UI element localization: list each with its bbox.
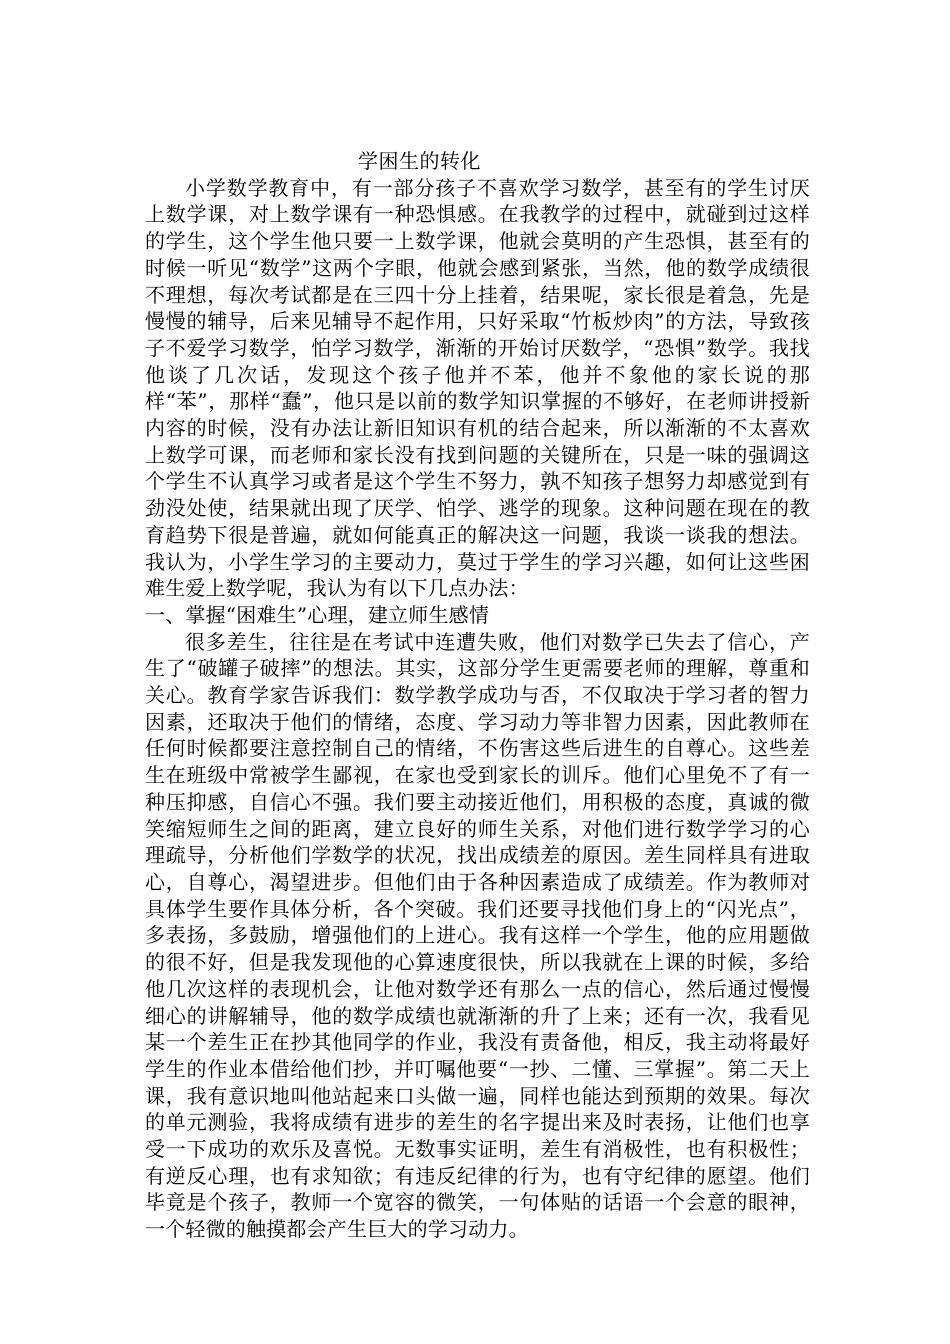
document-title: 学困生的转化 <box>358 149 481 173</box>
document-body <box>145 148 810 1243</box>
intro-paragraph: 小学数学教育中，有一部分孩子不喜欢学习数学，甚至有的学生讨厌上数学课，对上数学课有一种恐惧感。在我教学的过程中，就碰到过这样的学生，这个学生他只要一上数学课，他就会莫明的产生恐惧，甚至有的时候一听见“数学”这两个字眼，他就会感到紧张，当然，他的数学成绩很不理想，每次考试都是在三四十分上挂着，结果呢，家长很是着急，先是慢慢的辅导，后来见辅导不起作用，只好采取“竹板炒肉”的方法，导致孩子不爱学习数学，怕学习数学，渐渐的开始讨厌数学，“恐惧”数学。我找他谈了几次话，发现这个孩子他并不苯，他并不象他的家长说的那样“苯”，那样“蠢”，他只是以前的数学知识掌握的不够好，在老师讲授新内容的时候，没有办法让新旧知识有机的结合起来，所以渐渐的不太喜欢上数学可课，而老师和家长没有找到问题的关键所在，只是一味的强调这个学生不认真学习或者是这个学生不努力，孰不知孩子想努力却感觉到有劲没处使，结果就出现了厌学、怕学、逃学的现象。这种问题在现在的教育趋势下很是普遍，就如何能真正的解决这一问题，我谈一谈我的想法。我认为，小学生学习的主要动力，莫过于学生的学习兴趣，如何让这些困难生爱上数学呢，我认为有以下几点办法： <box>145 175 810 601</box>
section-paragraph: 很多差生，往往是在考试中连遭失败，他们对数学已失去了信心，产生了“破罐子破摔”的想法。其实，这部分学生更需要老师的理解，尊重和关心。教育学家告诉我们：数学教学成功与否，不仅取决于学习者的智力因素，还取决于他们的情绪，态度、学习动力等非智力因素，因此教师在任何时候都要注意控制自己的情绪，不伤害这些后进生的自尊心。这些差生在班级中常被学生鄙视，在家也受到家长的训斥。他们心里免不了有一种压抑感，自信心不强。我们要主动接近他们，用积极的态度，真诚的微笑缩短师生之间的距离，建立良好的师生关系，对他们进行数学学习的心理疏导，分析他们学数学的状况，找出成绩差的原因。差生同样具有进取心，自尊心，渴望进步。但他们由于各种因素造成了成绩差。作为教师对具体学生要作具体分析，各个突破。我们还要寻找他们身上的“闪光点”，多表扬，多鼓励，增强他们的上进心。我有这样一个学生，他的应用题做的很不好，但是我发现他的心算速度很快，所以我就在上课的时候，多给他几次这样的表现机会，让他对数学还有那么一点的信心，然后通过慢慢细心的讲解辅导，他的数学成绩也就渐渐的升了上来；还有一次，我看见某一个差生正在抄其他同学的作业，我没有责备他，相反，我主动将最好学生的作业本借给他们抄，并叮嘱他要“一抄、二懂、三掌握”。第二天上课，我有意识地叫他站起来口头做一遍，同样也能达到预期的效果。每次的单元测验，我将成绩有进步的差生的名字提出来及时表扬，让他们也享受一下成功的欢乐及喜悦。无数事实证明，差生有消极性，也有积极性；有逆反心理，也有求知欲；有违反纪律的行为，也有守纪律的愿望。他们毕竟是个孩子，教师一个宽容的微笑，一句体贴的话语一个会意的眼神，一个轻微的触摸都会产生巨大的学习动力。 <box>145 629 810 1242</box>
section-heading: 一、掌握“困难生”心理，建立师生感情 <box>145 602 490 627</box>
